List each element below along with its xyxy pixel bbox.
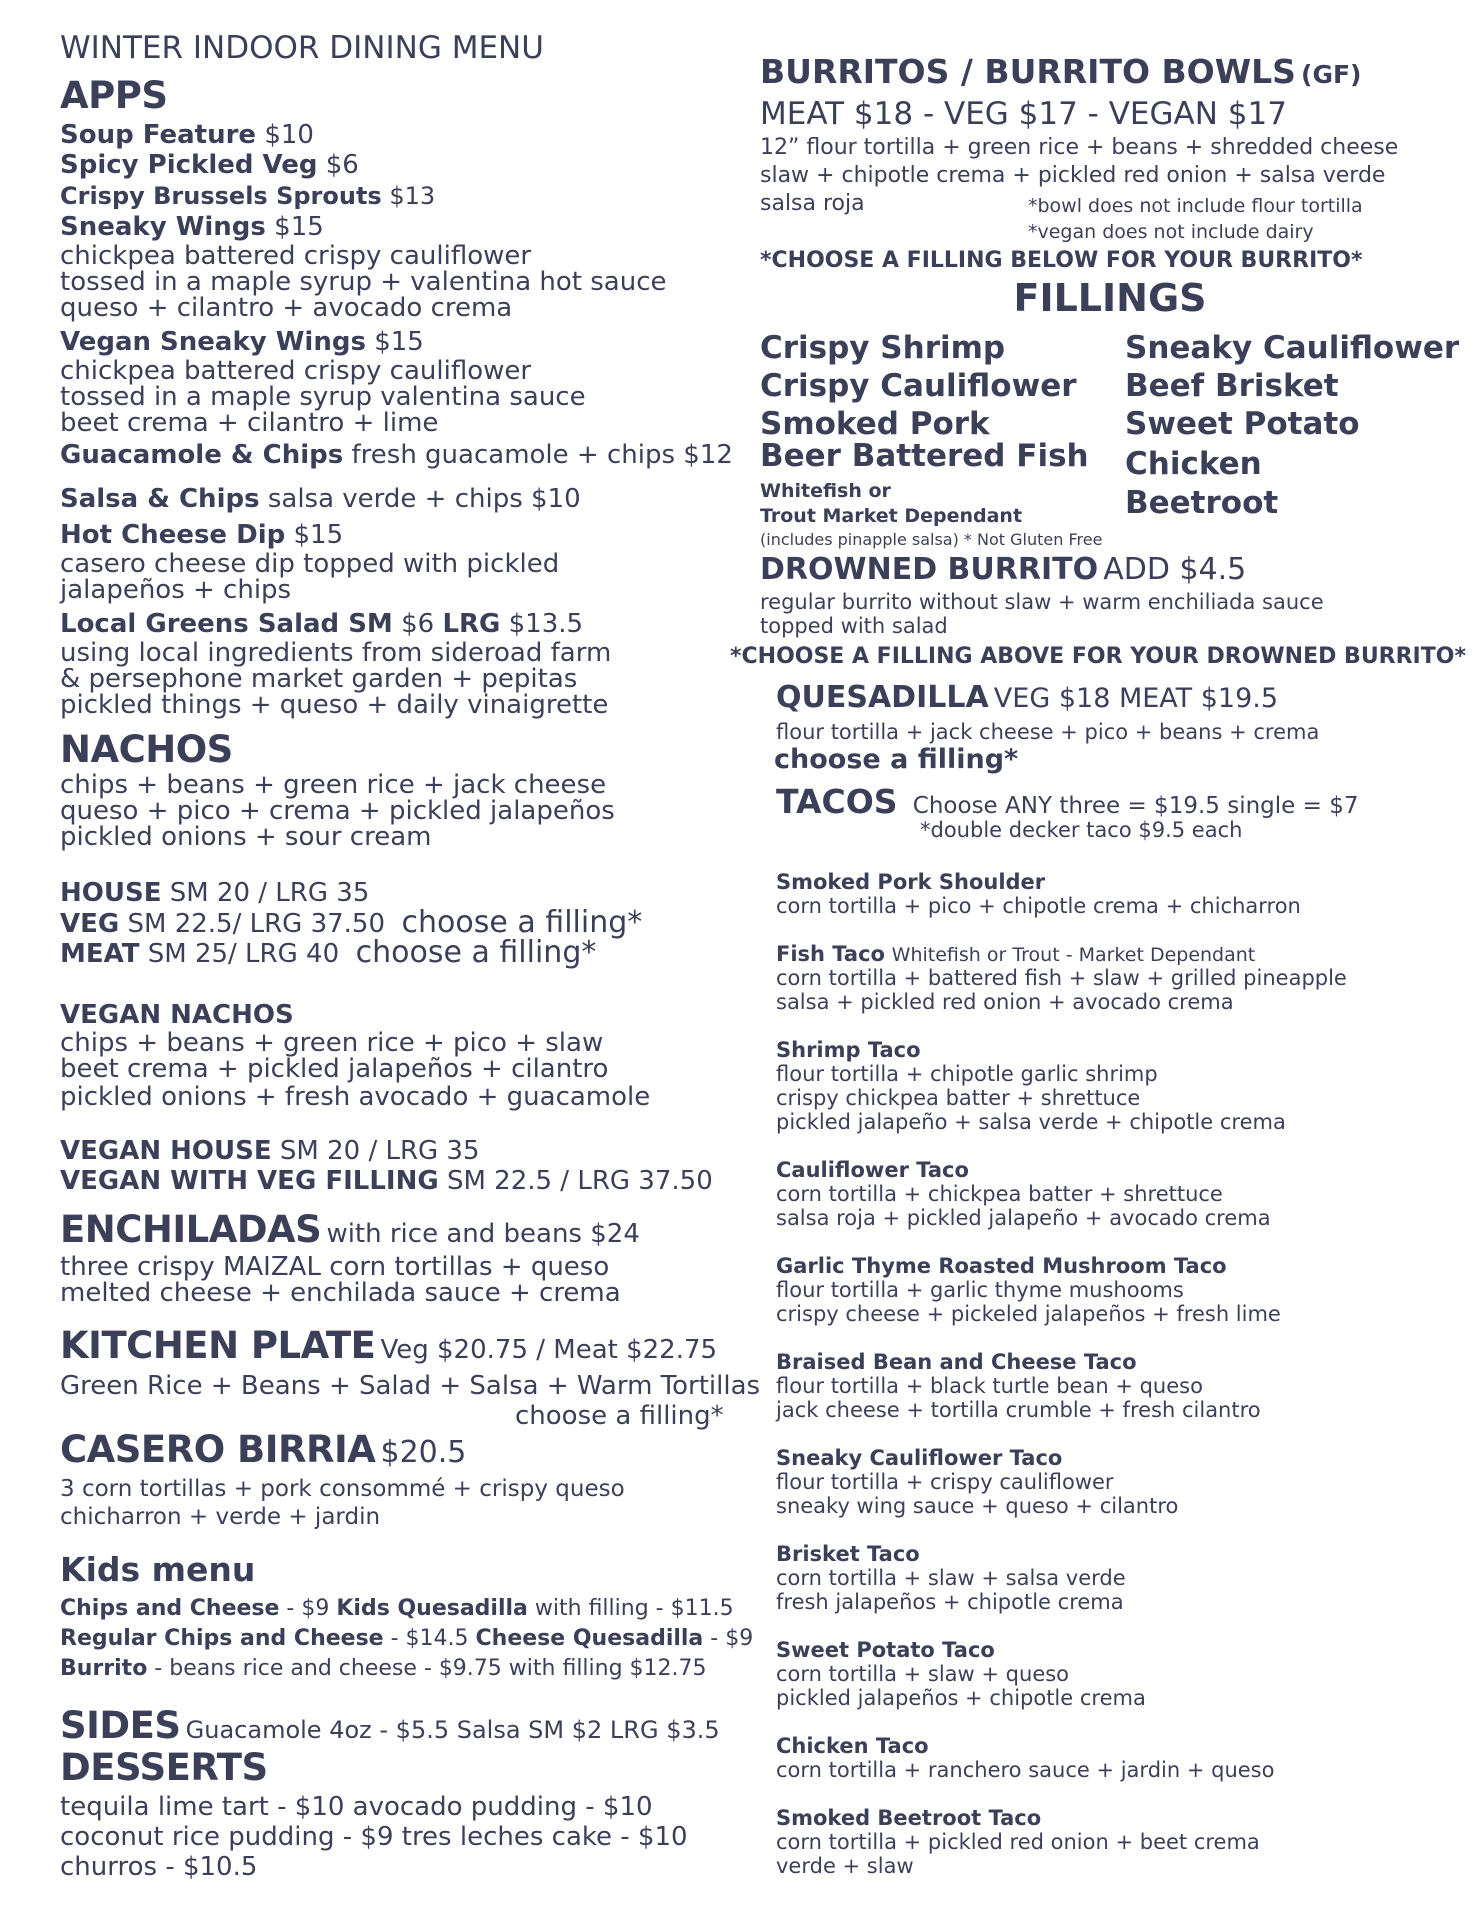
item-price: - beans rice and cheese - $9.75 with filling $12.75: [147, 1656, 707, 1681]
taco-name: Smoked Pork Shoulder: [776, 870, 1046, 894]
item-name: Salsa & Chips: [60, 484, 260, 514]
tacos-title: [776, 782, 1358, 821]
item-desc: 12” flour tortilla + green rice + beans + shredded cheese: [760, 135, 1399, 160]
taco-desc: flour tortilla + chipotle garlic shrimp: [776, 1062, 1158, 1086]
item-price: - $9: [279, 1596, 337, 1621]
burritos-choose-note: *CHOOSE A FILLING BELOW FOR YOUR BURRITO*: [760, 248, 1363, 273]
taco-name: Fish Taco: [776, 942, 885, 966]
taco-name: Brisket Taco: [776, 1542, 920, 1566]
item-desc: pickled things + queso + daily vinaigrette: [60, 690, 609, 720]
taco-extra: Whitefish or Trout - Market Dependant: [891, 944, 1256, 966]
taco-desc: corn tortilla + battered fish + slaw + grilled pineapple: [776, 966, 1347, 990]
item-price: SM 20 / LRG 35: [279, 1136, 480, 1166]
item-price: SM 20 / LRG 35: [169, 878, 370, 908]
item-name: Guacamole & Chips: [60, 440, 344, 470]
quesadilla-title: [776, 680, 1278, 715]
filling-item: Sweet Potato: [1125, 406, 1360, 442]
quesadilla-sub: VEG $18 MEAT $19.5: [993, 683, 1279, 714]
item-price: $15: [274, 212, 324, 242]
item-size: LRG: [442, 609, 501, 639]
taco-item: [776, 1446, 1062, 1470]
taco-desc: corn tortilla + pico + chipotle crema + chicharron: [776, 894, 1301, 918]
item-name: Kids Quesadilla: [336, 1596, 528, 1621]
item-price: $6: [325, 150, 359, 180]
item-desc: chips + beans + green rice + pico + slaw: [60, 1028, 604, 1058]
item-desc: flour tortilla + jack cheese + pico + beans + crema: [776, 720, 1320, 744]
taco-name: Cauliflower Taco: [776, 1158, 969, 1182]
item-desc: jalapeños + chips: [60, 575, 292, 605]
quesadilla-heading: QUESADILLA: [776, 680, 989, 715]
burritos-note-bowl: *bowl does not include flour tortilla: [1028, 195, 1363, 217]
burritos-note-vegan: *vegan does not include dairy: [1028, 221, 1314, 243]
gf-badge: (GF): [1301, 60, 1362, 89]
item-name: Chips and Cheese: [60, 1596, 280, 1621]
taco-item: [776, 1638, 995, 1662]
item-price: SM 22.5/ LRG 37.50: [127, 909, 386, 939]
fish-note: Trout Market Dependant: [760, 505, 1023, 527]
filling-item: Sneaky Cauliflower: [1125, 330, 1460, 366]
taco-item: [776, 942, 1255, 966]
item-desc: pickled onions + sour cream: [60, 822, 432, 852]
burritos-title: [760, 52, 1361, 91]
taco-desc: corn tortilla + pickled red onion + beet crema: [776, 1830, 1260, 1854]
item-note: choose a filling*: [355, 935, 597, 970]
item-name: Cheese Quesadilla: [475, 1626, 704, 1651]
taco-desc: flour tortilla + crispy cauliflower: [776, 1470, 1114, 1494]
item-desc: chickpea battered crispy cauliflower: [60, 241, 532, 271]
item-name: Local Greens Salad SM: [60, 609, 393, 639]
item-desc: tequila lime tart - $10 avocado pudding - $10: [60, 1792, 653, 1822]
item-note: choose a filling*: [515, 1401, 724, 1431]
item-desc: queso + pico + crema + pickled jalapeños: [60, 796, 615, 826]
taco-desc: pickled jalapeños + chipotle crema: [776, 1686, 1146, 1710]
item-name: Spicy Pickled Veg: [60, 150, 318, 180]
enchiladas-heading: ENCHILADAS: [60, 1208, 322, 1251]
item-name: Vegan Sneaky Wings: [60, 327, 366, 357]
drowned-heading: DROWNED BURRITO: [760, 552, 1099, 587]
sides-title: [60, 1704, 720, 1747]
sides-sub: Guacamole 4oz - $5.5 Salsa SM $2 LRG $3.5: [185, 1716, 720, 1744]
item-desc: melted cheese + enchilada sauce + crema: [60, 1278, 621, 1308]
item-local-greens: [60, 609, 583, 639]
item-desc: using local ingredients from sideroad farm: [60, 638, 612, 668]
taco-name: Braised Bean and Cheese Taco: [776, 1350, 1137, 1374]
item-desc: regular burrito without slaw + warm enchiliada sauce: [760, 590, 1324, 614]
taco-item: [776, 1254, 1227, 1278]
taco-item: [776, 1350, 1137, 1374]
item-name: Sneaky Wings: [60, 212, 266, 242]
taco-desc: corn tortilla + chickpea batter + shrettuce: [776, 1182, 1223, 1206]
taco-desc: corn tortilla + ranchero sauce + jardin + queso: [776, 1758, 1275, 1782]
item-price: with filling - $11.5: [527, 1596, 734, 1621]
taco-desc: corn tortilla + slaw + salsa verde: [776, 1566, 1126, 1590]
item-name: HOUSE: [60, 878, 162, 908]
item-price: $15: [374, 327, 424, 357]
taco-desc: flour tortilla + black turtle bean + queso: [776, 1374, 1203, 1398]
item-brussels: [60, 182, 435, 210]
item-name: VEG: [60, 909, 120, 939]
taco-desc: fresh jalapeños + chipotle crema: [776, 1590, 1124, 1614]
taco-desc: crispy cheese + pickeled jalapeños + fresh lime: [776, 1302, 1281, 1326]
vegan-veg-filling: [60, 1166, 713, 1196]
nachos-heading: NACHOS: [60, 728, 233, 771]
item-salsa-chips: [60, 484, 581, 514]
kids-line-1: [60, 1596, 734, 1621]
taco-desc: crispy chickpea batter + shrettuce: [776, 1086, 1141, 1110]
item-pickled-veg: [60, 150, 359, 180]
item-note: choose a filling*: [774, 744, 1019, 775]
desserts-heading: DESSERTS: [60, 1746, 268, 1789]
item-vegan-wings: [60, 327, 424, 357]
item-desc: tossed in a maple syrup + valentina hot sauce: [60, 267, 667, 297]
taco-desc: sneaky wing sauce + queso + cilantro: [776, 1494, 1179, 1518]
item-desc: queso + cilantro + avocado crema: [60, 293, 513, 323]
taco-desc: jack cheese + tortilla crumble + fresh cilantro: [776, 1398, 1261, 1422]
filling-item: Chicken: [1125, 446, 1262, 482]
taco-name: Chicken Taco: [776, 1734, 929, 1758]
burritos-heading: BURRITOS / BURRITO BOWLS: [760, 52, 1296, 91]
item-desc: pickled onions + fresh avocado + guacamole: [60, 1082, 651, 1112]
item-price: $13.5: [508, 609, 584, 639]
item-name: Hot Cheese Dip: [60, 520, 286, 550]
item-desc: churros - $10.5: [60, 1852, 258, 1882]
kitchen-plate-sub: Veg $20.75 / Meat $22.75: [380, 1335, 718, 1365]
taco-desc: pickled jalapeño + salsa verde + chipotle crema: [776, 1110, 1286, 1134]
item-desc: casero cheese dip topped with pickled: [60, 549, 560, 579]
item-name: Soup Feature: [60, 120, 257, 150]
item-desc: Green Rice + Beans + Salad + Salsa + Warm Tortillas: [60, 1371, 761, 1401]
taco-desc: verde + slaw: [776, 1854, 914, 1878]
item-price: SM 25/ LRG 40: [147, 939, 340, 969]
taco-desc: flour tortilla + garlic thyme mushooms: [776, 1278, 1184, 1302]
item-desc: chips + beans + green rice + jack cheese: [60, 770, 607, 800]
item-price: - $9: [703, 1626, 754, 1651]
taco-item: [776, 1038, 921, 1062]
enchiladas-title: [60, 1208, 640, 1251]
item-name: Regular Chips and Cheese: [60, 1626, 384, 1651]
item-name: VEGAN WITH VEG FILLING: [60, 1166, 439, 1196]
item-price: $15: [293, 520, 344, 550]
taco-desc: salsa roja + pickled jalapeño + avocado crema: [776, 1206, 1271, 1230]
item-desc: & persephone market garden + pepitas: [60, 664, 578, 694]
taco-item: [776, 870, 1045, 894]
fish-note: (includes pinapple salsa) * Not Gluten Free: [760, 530, 1103, 549]
nachos-house: [60, 878, 369, 908]
item-price: - $14.5: [383, 1626, 476, 1651]
birria-title: [60, 1428, 466, 1471]
sides-heading: SIDES: [60, 1704, 181, 1747]
item-price: $6: [401, 609, 435, 639]
drowned-sub: ADD $4.5: [1103, 552, 1247, 587]
taco-name: Sweet Potato Taco: [776, 1638, 995, 1662]
item-guacamole: [60, 440, 733, 470]
vegan-house: [60, 1136, 480, 1166]
taco-desc: corn tortilla + slaw + queso: [776, 1662, 1070, 1686]
filling-item: Beetroot: [1125, 485, 1279, 521]
tacos-heading: TACOS: [776, 782, 898, 821]
kids-line-2: [60, 1626, 753, 1651]
item-price: SM 22.5 / LRG 37.50: [446, 1166, 713, 1196]
filling-item: Beer Battered Fish: [760, 438, 1089, 474]
filling-item: Beef Brisket: [1125, 368, 1339, 404]
item-name: VEGAN HOUSE: [60, 1136, 272, 1166]
fillings-heading: FILLINGS: [1013, 276, 1207, 320]
item-desc: tossed in a maple syrup valentina sauce: [60, 382, 586, 412]
nachos-meat: [60, 935, 597, 970]
vegan-nachos-heading: VEGAN NACHOS: [60, 1000, 294, 1030]
item-price: $13: [389, 182, 436, 210]
taco-item: [776, 1542, 920, 1566]
item-desc: slaw + chipotle crema + pickled red onion + salsa verde: [760, 163, 1386, 188]
apps-heading: APPS: [60, 74, 168, 117]
item-name: Crispy Brussels Sprouts: [60, 182, 382, 210]
filling-item: Smoked Pork: [760, 406, 990, 442]
item-desc: coconut rice pudding - $9 tres leches cake - $10: [60, 1822, 688, 1852]
birria-heading: CASERO BIRRIA: [60, 1428, 376, 1471]
taco-name: Garlic Thyme Roasted Mushroom Taco: [776, 1254, 1227, 1278]
taco-item: [776, 1806, 1041, 1830]
burritos-prices: MEAT $18 - VEG $17 - VEGAN $17: [760, 96, 1287, 132]
item-desc: topped with salad: [760, 614, 948, 638]
kids-heading: Kids menu: [60, 1550, 256, 1589]
item-desc: chicharron + verde + jardin: [60, 1504, 381, 1530]
kids-line-3: [60, 1656, 707, 1681]
tacos-sub2: *double decker taco $9.5 each: [920, 818, 1243, 842]
taco-desc: salsa + pickled red onion + avocado crema: [776, 990, 1234, 1014]
item-desc: beet crema + pickled jalapeños + cilantro: [60, 1054, 609, 1084]
item-price: $10: [264, 120, 314, 150]
item-hot-cheese-dip: [60, 520, 343, 550]
item-desc: fresh guacamole + chips $12: [351, 440, 733, 470]
item-name: Burrito: [60, 1656, 148, 1681]
taco-item: [776, 1158, 969, 1182]
filling-item: Crispy Cauliflower: [760, 368, 1077, 404]
drowned-choose-note: *CHOOSE A FILLING ABOVE FOR YOUR DROWNED BURRITO*: [730, 644, 1466, 669]
item-sneaky-wings: [60, 212, 324, 242]
menu-title: WINTER INDOOR DINING MENU: [60, 30, 544, 66]
taco-name: Sneaky Cauliflower Taco: [776, 1446, 1063, 1470]
taco-item: [776, 1734, 929, 1758]
item-desc: three crispy MAIZAL corn tortillas + queso: [60, 1252, 610, 1282]
filling-item: Crispy Shrimp: [760, 330, 1006, 366]
taco-name: Smoked Beetroot Taco: [776, 1806, 1042, 1830]
item-desc: beet crema + cilantro + lime: [60, 408, 439, 438]
item-desc: chickpea battered crispy cauliflower: [60, 356, 532, 386]
kitchen-plate-title: [60, 1324, 717, 1367]
item-desc: salsa verde + chips $10: [267, 484, 581, 514]
kitchen-plate-heading: KITCHEN PLATE: [60, 1324, 376, 1367]
drowned-title: [760, 552, 1246, 587]
item-desc: salsa roja: [760, 191, 865, 216]
enchiladas-sub: with rice and beans $24: [326, 1219, 640, 1249]
item-name: MEAT: [60, 939, 140, 969]
taco-name: Shrimp Taco: [776, 1038, 921, 1062]
item-desc: 3 corn tortillas + pork consommé + crispy queso: [60, 1476, 625, 1502]
tacos-sub: Choose ANY three = $19.5 single = $7: [912, 793, 1359, 819]
item-soup: [60, 120, 314, 150]
item-note: choose a filling*: [401, 905, 643, 940]
fish-note: Whitefish or: [760, 480, 891, 502]
birria-sub: $20.5: [380, 1435, 467, 1470]
